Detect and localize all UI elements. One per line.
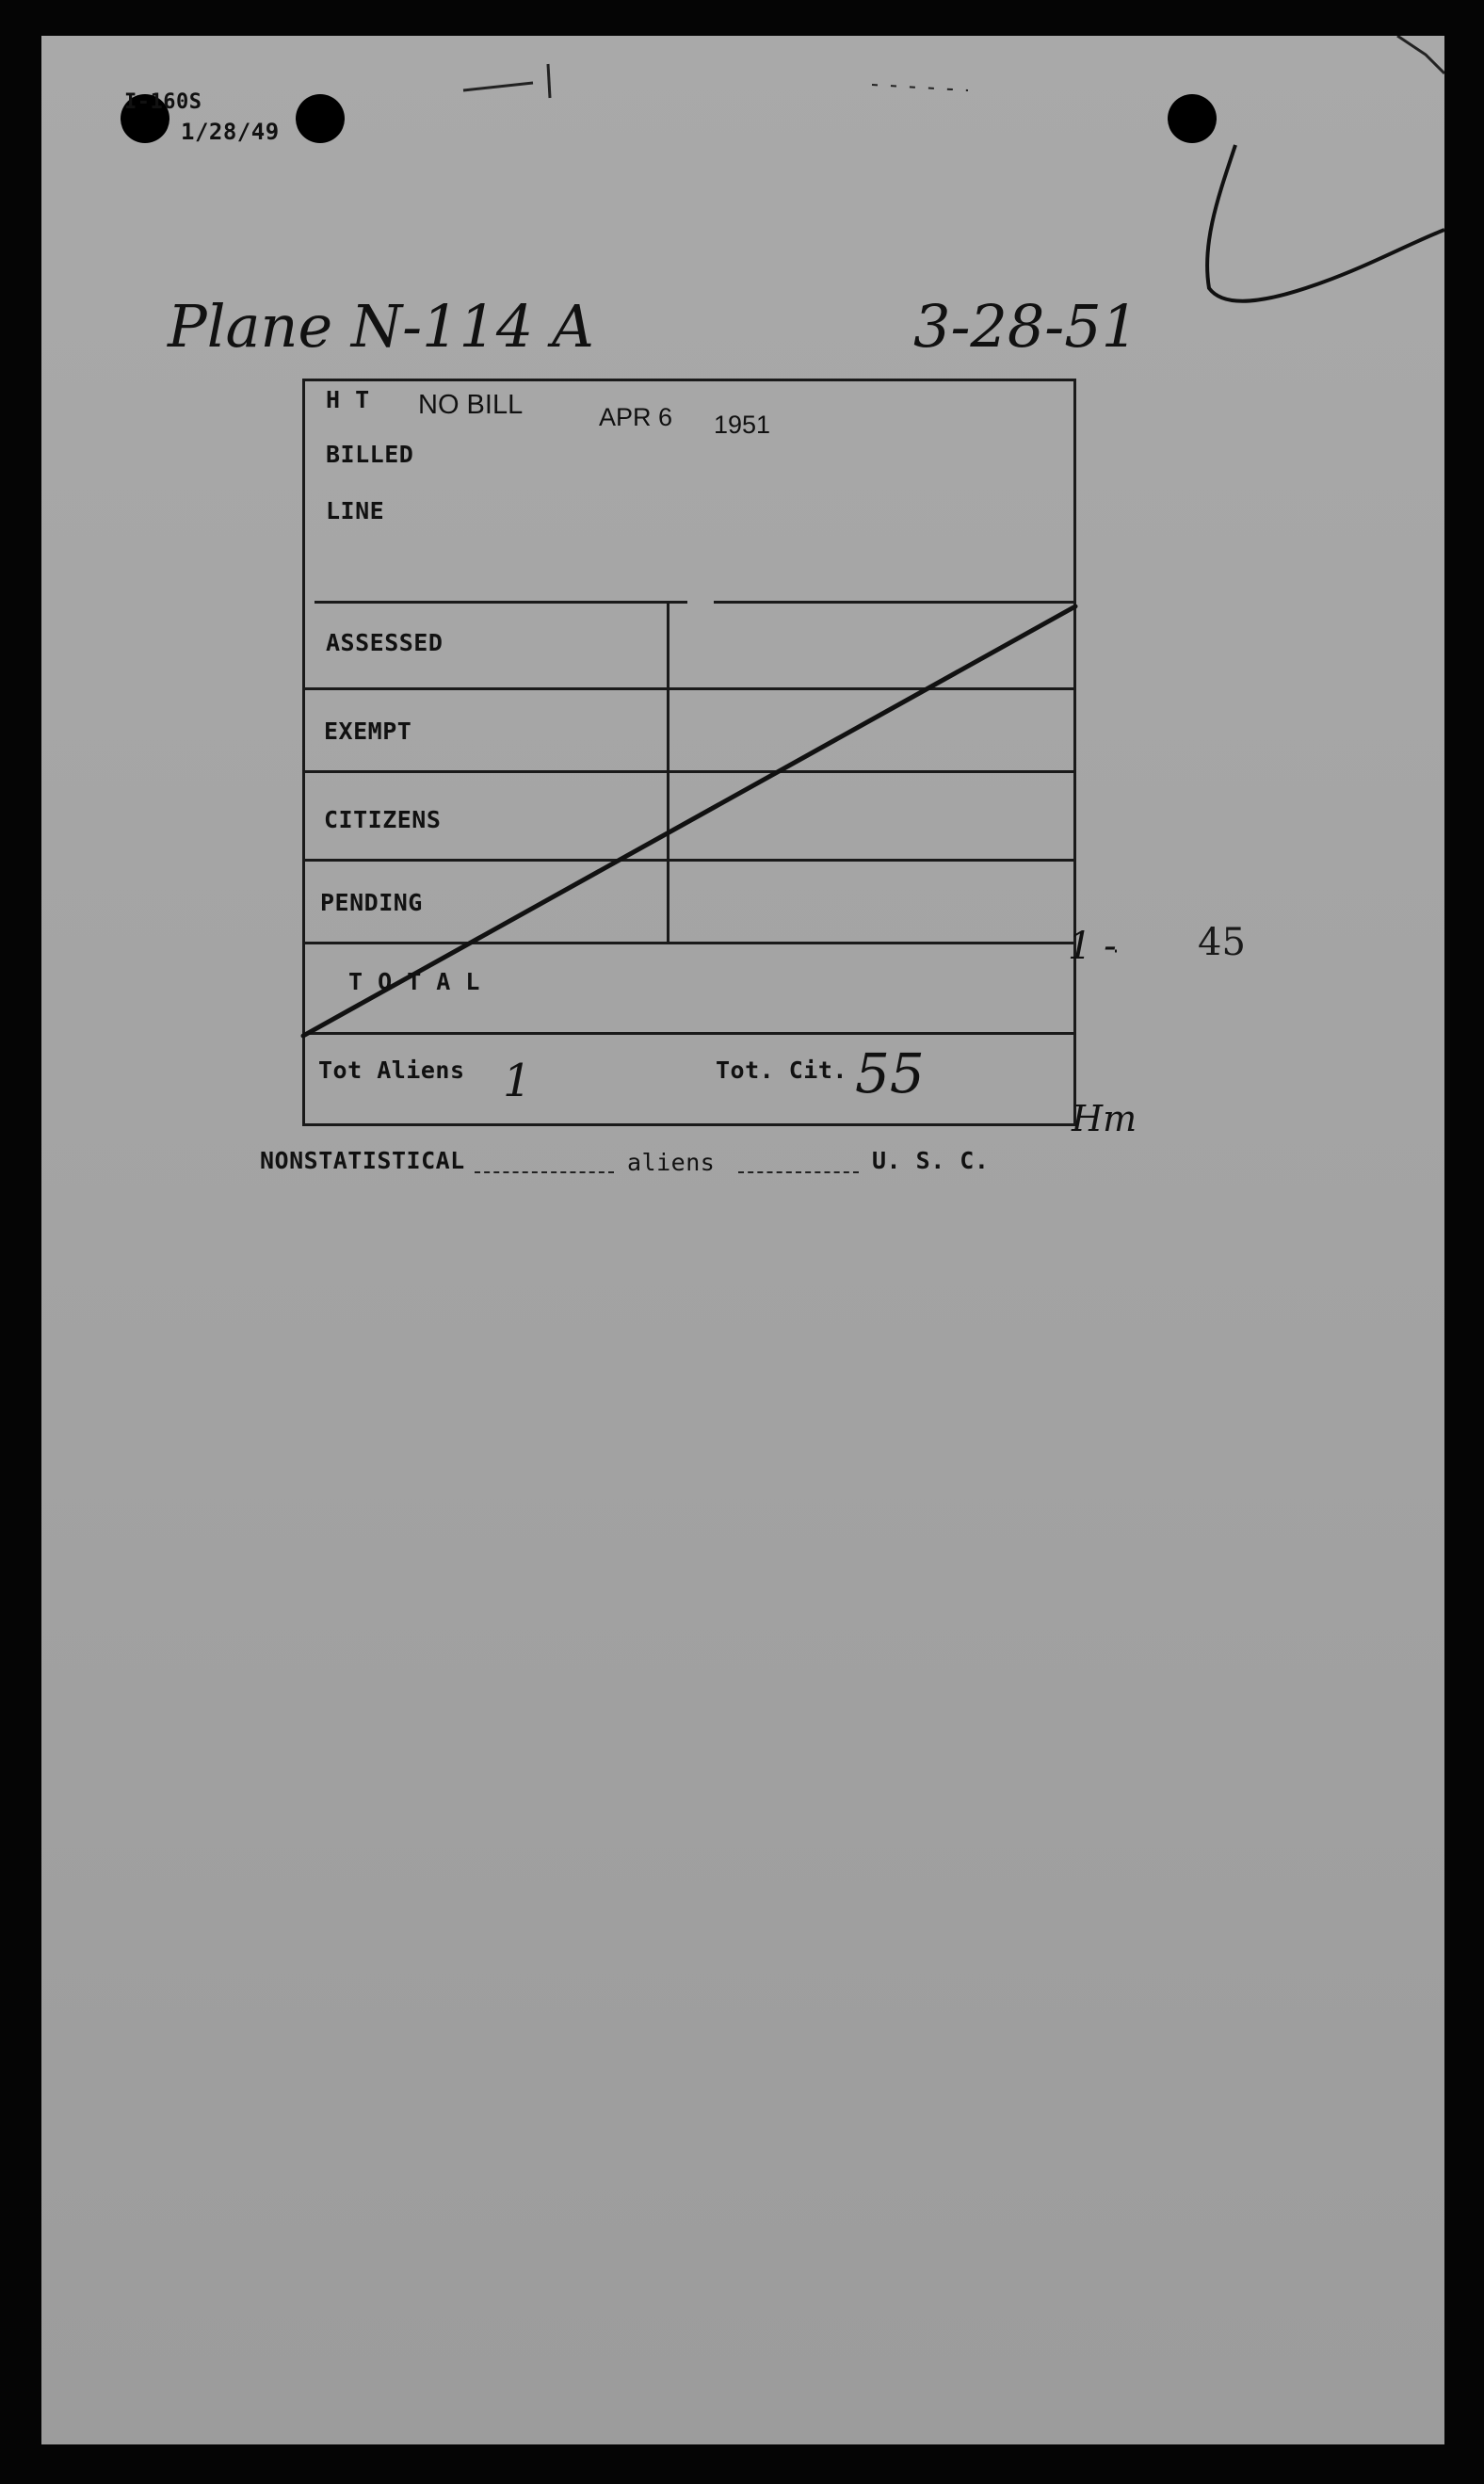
label-line: LINE	[326, 497, 385, 524]
ink-marks	[41, 36, 1444, 2444]
corner-pen-mark	[1207, 145, 1444, 301]
tot-aliens-value: 1	[503, 1055, 532, 1107]
stamp-date: APR 6	[599, 403, 673, 431]
stamp-year: 1951	[714, 411, 771, 439]
tot-cit-value: 55	[855, 1041, 925, 1105]
usc-label: U. S. C.	[872, 1147, 990, 1174]
initials: Hm	[1072, 1098, 1137, 1139]
tot-cit-label: Tot. Cit.	[716, 1057, 847, 1084]
strike-through-line	[303, 606, 1075, 1036]
total-side-note: 1 -	[1068, 925, 1117, 968]
document-page	[41, 36, 1444, 2444]
form-number: I-160S	[124, 90, 202, 114]
nonstatistical-label: NONSTATISTICAL	[260, 1147, 465, 1174]
label-citizens: CITIZENS	[324, 806, 442, 833]
date-annotation: 3-28-51	[913, 292, 1139, 361]
total-side-value: 45	[1198, 921, 1246, 964]
top-scribble-3	[872, 85, 968, 90]
label-pending: PENDING	[320, 889, 423, 916]
top-corner-fold-mark	[1397, 36, 1444, 73]
plane-annotation: Plane N-114 A	[168, 292, 594, 361]
label-billed: BILLED	[326, 441, 414, 468]
stamp-no-bill: NO BILL	[418, 390, 524, 420]
top-scribble-1	[463, 83, 533, 90]
aliens-label: aliens	[627, 1149, 716, 1176]
label-total: T O T A L	[348, 968, 480, 995]
form-date: 1/28/49	[181, 119, 280, 145]
label-ht: H T	[326, 386, 370, 413]
top-scribble-2	[548, 64, 550, 98]
label-exempt: EXEMPT	[324, 718, 412, 745]
tot-aliens-label: Tot Aliens	[318, 1057, 465, 1084]
label-assessed: ASSESSED	[326, 629, 444, 656]
